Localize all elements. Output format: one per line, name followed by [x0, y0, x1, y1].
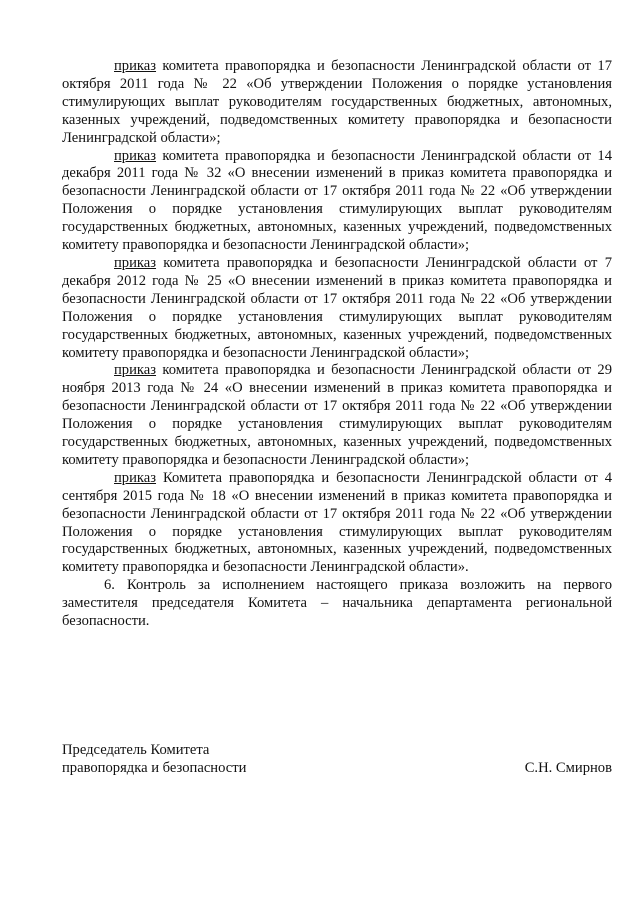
signatory-title-line2: правопорядка и безопасности — [62, 760, 247, 776]
paragraph-text: комитета правопорядка и безопасности Ленинградской области от 7 декабря 2012 года № 25 «О внесении изменений в приказ комитета правопорядка и безопасности Ленинградской области от 17 октября 2011 года № 22 «Об утверждении Положения о порядке установления стимулирующих выплат руководителям государственных бюджетных, автономных, казенных учреждений, подведомственных комитету правопорядка и безопасности Ленинградской области»; — [62, 254, 612, 361]
document-body — [62, 58, 612, 631]
signature-row — [62, 759, 612, 777]
paragraph-order-2011-22 — [62, 58, 612, 148]
paragraph-text: Комитета правопорядка и безопасности Ленинградской области от 4 сентября 2015 года № 18 «О внесении изменений в приказ комитета правопорядка и безопасности Ленинградской области от 17 октября 2011 года № 22 «Об утверждении Положения о порядке установления стимулирующих выплат руководителям государственных бюджетных, автономных, казенных учреждений, подведомственных комитету правопорядка и безопасности Ленинградской области». — [62, 469, 612, 576]
order-link[interactable]: приказ — [114, 469, 157, 486]
paragraph-order-2013-24 — [62, 362, 612, 469]
signature-block — [62, 741, 612, 777]
order-link[interactable]: приказ — [114, 362, 157, 379]
paragraph-item-6: 6. Контроль за исполнением настоящего приказа возложить на первого заместителя председателя Комитета – начальника департамента региональной безопасности. — [62, 577, 612, 630]
paragraph-text: комитета правопорядка и безопасности Ленинградской области от 29 ноября 2013 года № 24 «О внесении изменений в приказ комитета правопорядка и безопасности Ленинградской области от 17 октября 2011 года № 22 «Об утверждении Положения о порядке установления стимулирующих выплат руководителям государственных бюджетных, автономных, казенных учреждений, подведомственных комитету правопорядка и безопасности Ленинградской области»; — [62, 362, 612, 468]
paragraph-text: комитета правопорядка и безопасности Ленинградской области от 14 декабря 2011 года № 32 «О внесении изменений в приказ комитета правопорядка и безопасности Ленинградской области от 17 октября 2011 года № 22 «Об утверждении Положения о порядке установления стимулирующих выплат руководителям государственных бюджетных, автономных, казенных учреждений, подведомственных комитету правопорядка и безопасности Ленинградской области»; — [62, 147, 612, 254]
signatory-title-line1: Председатель Комитета — [62, 742, 210, 758]
order-link[interactable]: приказ — [114, 254, 157, 271]
paragraph-order-2012-25 — [62, 255, 612, 362]
paragraph-order-2011-32 — [62, 148, 612, 255]
order-link[interactable]: приказ — [114, 147, 157, 164]
signatory-name: С.Н. Смирнов — [524, 760, 612, 776]
paragraph-text: комитета правопорядка и безопасности Ленинградской области от 17 октября 2011 года № 22 «Об утверждении Положения о порядке установления стимулирующих выплат руководителям государственных бюджетных, автономных, казенных учреждений, подведомственных комитету правопорядка и безопасности Ленинградской области»; — [62, 58, 612, 146]
order-link[interactable]: приказ — [114, 58, 157, 74]
paragraph-order-2015-18 — [62, 470, 612, 577]
